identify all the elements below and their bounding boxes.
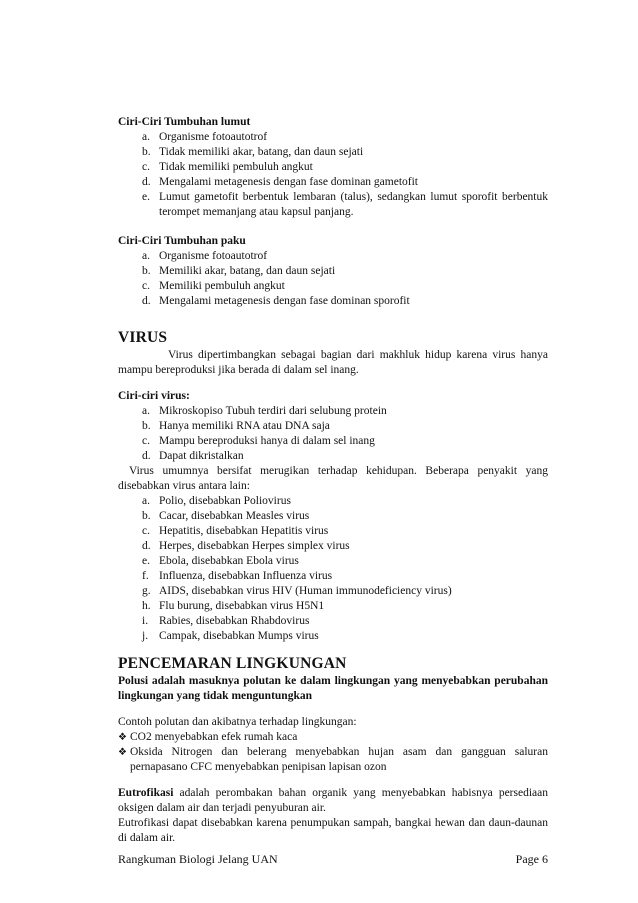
list-item: c. Memiliki pembuluh angkut xyxy=(142,280,285,292)
list-item: b. Cacar, disebabkan Measles virus xyxy=(142,510,310,522)
eutrofikasi-paragraph xyxy=(118,786,548,816)
page-footer xyxy=(118,852,548,867)
list-item: h. Flu burung, disebabkan virus H5N1 xyxy=(142,600,325,612)
contoh-list xyxy=(118,730,548,775)
virus-disease-list xyxy=(118,494,548,644)
virus-intro: Virus dipertimbangkan sebagai bagian dari makhluk hidup karena virus hanya mampu bereproduksi jika berada di dalam sel inang. xyxy=(118,349,548,376)
eutrofikasi-term: Eutrofikasi xyxy=(118,787,174,799)
list-item: d. Herpes, disebabkan Herpes simplex virus xyxy=(142,540,350,552)
contoh-intro: Contoh polutan dan akibatnya terhadap lingkungan: xyxy=(118,716,357,728)
pencemaran-heading: PENCEMARAN LINGKUNGAN xyxy=(118,655,347,672)
list-item: c. Hepatitis, disebabkan Hepatitis virus xyxy=(142,525,329,537)
pencemaran-definition: Polusi adalah masuknya polutan ke dalam lingkungan yang menyebabkan perubahan lingkungan yang tidak menguntungkan xyxy=(118,675,548,702)
eutrofikasi-cause: Eutrofikasi dapat disebabkan karena penumpukan sampah, bangkai hewan dan daun-daunan di dalam air. xyxy=(118,817,548,844)
list-item: c. Mampu bereproduksi hanya di dalam sel inang xyxy=(142,435,375,447)
virus-ciri-heading: Ciri-ciri virus: xyxy=(118,390,190,402)
list-item: d. Dapat dikristalkan xyxy=(142,450,244,462)
list-item: e. Ebola, disebabkan Ebola virus xyxy=(142,555,299,567)
list-item: ❖ Oksida Nitrogen dan belerang menyebabkan hujan asam dan gangguan saluran pernapasano CFC menyebabkan penipisan lapisan ozon xyxy=(118,746,548,773)
list-item: i. Rabies, disebabkan Rhabdovirus xyxy=(142,615,310,627)
diamond-bullet-icon: ❖ xyxy=(118,732,127,743)
list-item: a. Mikroskopiso Tubuh terdiri dari selubung protein xyxy=(142,405,387,417)
list-item: g. AIDS, disebabkan virus HIV (Human immunodeficiency virus) xyxy=(142,585,452,597)
list-item: d. Mengalami metagenesis dengan fase dominan gametofit xyxy=(142,176,418,188)
lumut-list xyxy=(118,130,548,220)
paku-heading: Ciri-Ciri Tumbuhan paku xyxy=(118,235,246,247)
list-item: a. Organisme fotoautotrof xyxy=(142,131,268,143)
list-item: b. Hanya memiliki RNA atau DNA saja xyxy=(142,420,330,432)
list-item: d. Mengalami metagenesis dengan fase dominan sporofit xyxy=(142,295,410,307)
list-item: a. Organisme fotoautotrof xyxy=(142,250,268,262)
list-item: j. Campak, disebabkan Mumps virus xyxy=(142,630,319,642)
virus-disease-intro: Virus umumnya bersifat merugikan terhadap kehidupan. Beberapa penyakit yang disebabkan virus antara lain: xyxy=(118,465,548,492)
lumut-heading: Ciri-Ciri Tumbuhan lumut xyxy=(118,116,251,128)
paku-list xyxy=(118,249,548,309)
virus-heading: VIRUS xyxy=(118,329,168,346)
list-item: a. Polio, disebabkan Poliovirus xyxy=(142,495,291,507)
page-number: Page 6 xyxy=(515,852,548,866)
list-item: b. Tidak memiliki akar, batang, dan daun sejati xyxy=(142,146,364,158)
list-item: f. Influenza, disebabkan Influenza virus xyxy=(142,570,333,582)
list-item: ❖ CO2 menyebabkan efek rumah kaca xyxy=(118,731,298,743)
list-item: b. Memiliki akar, batang, dan daun sejati xyxy=(142,265,336,277)
diamond-bullet-icon: ❖ xyxy=(118,747,127,758)
list-item: e. Lumut gametofit berbentuk lembaran (talus), sedangkan lumut sporofit berbentuk terompet memanjang atau kapsul panjang. xyxy=(142,191,548,218)
eutrofikasi-definition: adalah perombakan bahan organik yang menyebabkan habisnya persediaan oksigen dalam air dan terjadi penyuburan air. xyxy=(118,787,548,814)
virus-ciri-list xyxy=(118,404,548,464)
list-item: c. Tidak memiliki pembuluh angkut xyxy=(142,161,313,173)
footer-title: Rangkuman Biologi Jelang UAN xyxy=(118,852,278,866)
page-content xyxy=(118,115,548,846)
